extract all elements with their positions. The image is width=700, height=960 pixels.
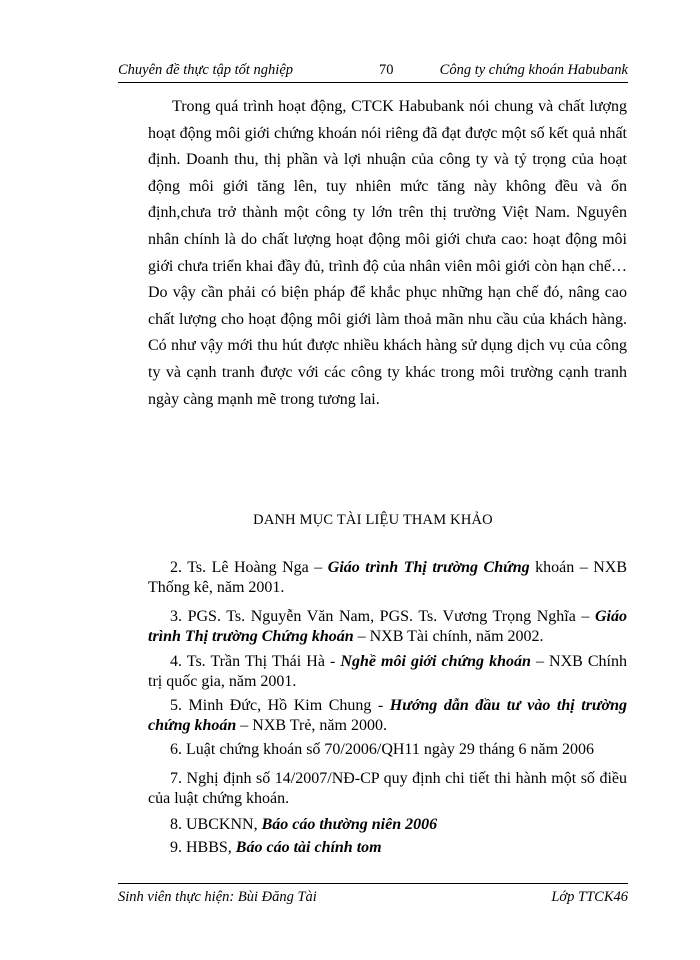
reference-item: 8. UBCKNN, Báo cáo thường niên 2006 [170, 816, 438, 833]
reference-item: 4. Ts. Trần Thị Thái Hà - Nghề môi giới chứng khoán – NXB Chính trị quốc gia, năm 2001. [148, 653, 628, 690]
reference-item: 2. Ts. Lê Hoàng Nga – Giáo trình Thị trường Chứng khoán – NXB Thống kê, năm 2001. [148, 559, 627, 596]
page-header [118, 62, 628, 82]
footer-class: Lớp TTCK46 [551, 889, 628, 905]
reference-item: 9. HBBS, Báo cáo tài chính tom [170, 839, 382, 856]
references-heading: DANH MỤC TÀI LIỆU THAM KHẢO [253, 512, 493, 528]
header-document-type: Chuyên đề thực tập tốt nghiệp [118, 62, 294, 78]
reference-item: 6. Luật chứng khoán số 70/2006/QH11 ngày 29 tháng 6 năm 2006 [170, 741, 595, 758]
page-number: 70 [379, 62, 394, 78]
reference-item: 7. Nghị định số 14/2007/NĐ-CP quy định chi tiết thi hành một số điều của luật chứng khoán. [148, 770, 627, 807]
header-divider [118, 82, 628, 83]
header-company: Công ty chứng khoán Habubank [439, 62, 628, 78]
reference-item: 5. Minh Đức, Hồ Kim Chung - Hướng dẫn đầu tư vào thị trường chứng khoán – NXB Trẻ, năm 2000. [148, 697, 627, 734]
footer-student: Sinh viên thực hiện: Bùi Đăng Tài [118, 889, 317, 905]
page-footer [118, 889, 628, 909]
reference-item: 3. PGS. Ts. Nguyễn Văn Nam, PGS. Ts. Vương Trọng Nghĩa – Giáo trình Thị trường Chứng khoán – NXB Tài chính, năm 2002. [148, 608, 627, 645]
footer-divider [118, 883, 628, 884]
body-paragraph: Trong quá trình hoạt động, CTCK Habubank nói chung và chất lượng hoạt động môi giới chứng khoán nói riêng đã đạt được một số kết quả nhất định. Doanh thu, thị phần và lợi nhuận của công ty và tỷ trọng của hoạt động môi giới tăng lên, tuy nhiên mức tăng này không đều và ổn định,chưa trở thành một công ty lớn trên thị trường Việt Nam. Nguyên nhân chính là do chất lượng hoạt động môi giới chưa cao: hoạt động môi giới chưa triển khai đầy đủ, trình độ của nhân viên môi giới còn hạn chế…Do vậy cần phải có biện pháp để khắc phục những hạn chế đó, nâng cao chất lượng cho hoạt động môi giới làm thoả mãn nhu cầu của khách hàng. Có như vậy mới thu hút được nhiều khách hàng sử dụng dịch vụ của công ty và cạnh tranh được với các công ty khác trong môi trường cạnh tranh ngày càng mạnh mẽ trong tương lai. [148, 98, 627, 408]
